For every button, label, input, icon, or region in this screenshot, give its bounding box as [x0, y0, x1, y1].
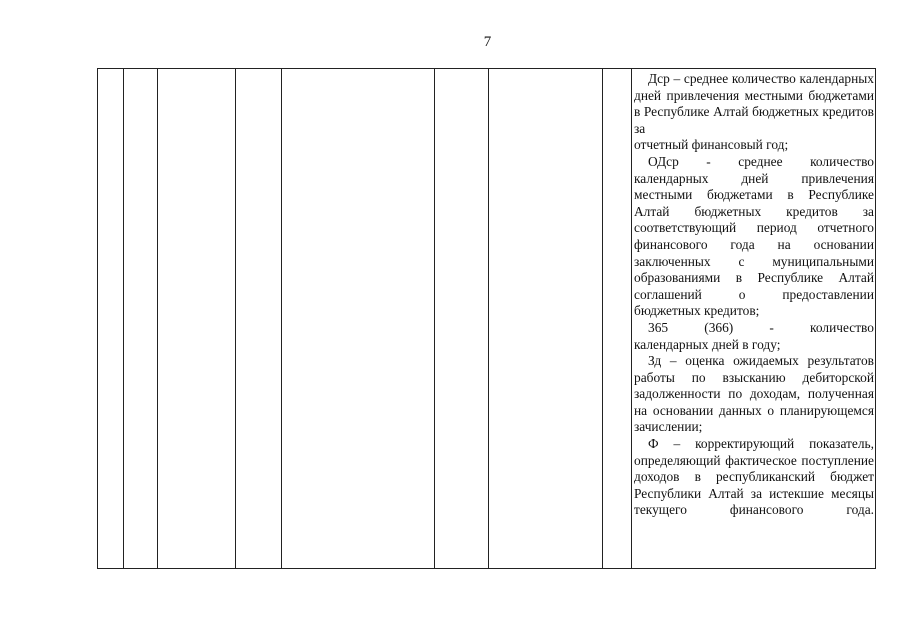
definition-zd-tail: зачислении; — [634, 419, 703, 435]
definition-odsr-tail: бюджетных кредитов; — [634, 303, 760, 319]
definition-zd — [634, 353, 874, 436]
definition-days-in-year-tail: календарных дней в году; — [634, 336, 781, 352]
formula-definitions-cell — [634, 71, 874, 519]
definition-days-in-year — [634, 320, 874, 353]
column-divider-6 — [488, 69, 489, 568]
column-divider-4 — [281, 69, 282, 568]
definition-odsr-text: ОДср - среднее количество календарных дней привлечения местными бюджетами в Республике Алтай бюджетных кредитов за соответствующий период отчетного финансового года на основании заключенных с муниципальными образованиями в Республике Алтай соглашений о предоставлении — [634, 153, 874, 302]
definition-zd-text: Зд – оценка ожидаемых результатов работы по взысканию дебиторской задолженности по доходам, полученная на основании данных о планирующемся — [634, 353, 874, 418]
column-divider-7 — [602, 69, 603, 568]
definition-dsr — [634, 71, 874, 154]
definition-f-text: Ф – корректирующий показатель, определяющий фактическое поступление доходов в республиканский бюджет Республики Алтай за истекшие месяцы текущего финансового года. — [634, 436, 874, 518]
column-divider-3 — [235, 69, 236, 568]
column-divider-5 — [434, 69, 435, 568]
definition-f — [634, 436, 874, 519]
page-number: 7 — [483, 34, 492, 50]
indicator-table — [97, 68, 876, 569]
definition-days-in-year-text: 365 (366) - количество — [648, 319, 874, 335]
definition-dsr-text: Дср – среднее количество календарных дней привлечения местными бюджетами в Республике Алтай бюджетных кредитов за — [634, 71, 874, 136]
column-divider-2 — [157, 69, 158, 568]
definition-odsr — [634, 154, 874, 320]
definition-dsr-tail: отчетный финансовый год; — [634, 137, 789, 153]
column-divider-8 — [631, 69, 632, 568]
column-divider-1 — [123, 69, 124, 568]
